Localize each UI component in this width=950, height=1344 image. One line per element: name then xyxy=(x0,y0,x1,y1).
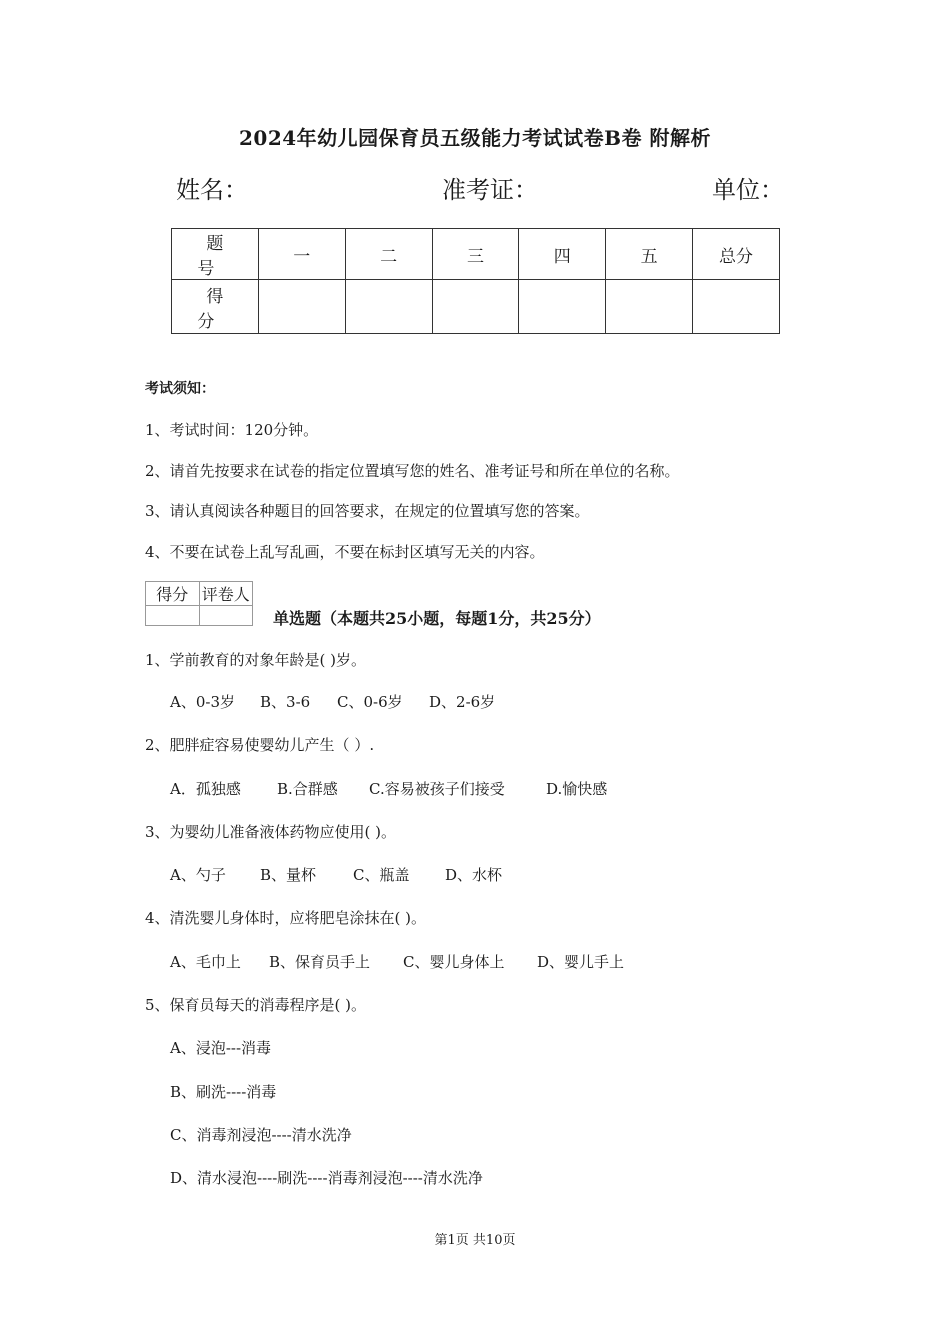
option-c[interactable]: C、瓶盖 xyxy=(353,866,410,884)
score-cell-5[interactable] xyxy=(606,280,693,334)
option-c[interactable]: C、婴儿身体上 xyxy=(403,953,505,971)
score-row-label: 得分 xyxy=(172,280,259,334)
question-number-label: 题号 xyxy=(172,229,259,280)
question-3: 3、为婴幼儿准备液体药物应使用( )。 xyxy=(145,823,397,841)
question-3-options xyxy=(170,864,502,885)
score-header-3: 三 xyxy=(432,229,519,280)
question-4-options xyxy=(170,951,624,972)
option-d[interactable]: D.愉快感 xyxy=(546,780,608,798)
score-cell-total[interactable] xyxy=(693,280,780,334)
score-header-4: 四 xyxy=(519,229,606,280)
score-table-header-row xyxy=(172,229,780,280)
score-header-2: 二 xyxy=(345,229,432,280)
grader-score-label: 得分 xyxy=(146,582,200,606)
option-a[interactable]: A、浸泡---消毒 xyxy=(170,1039,272,1057)
option-d[interactable]: D、2-6岁 xyxy=(429,693,496,711)
score-cell-1[interactable] xyxy=(258,280,345,334)
option-a[interactable]: A．孤独感 xyxy=(170,780,241,798)
question-1-options xyxy=(170,691,495,712)
option-a[interactable]: A、勺子 xyxy=(170,866,226,884)
score-table xyxy=(171,228,780,334)
option-b[interactable]: B、保育员手上 xyxy=(269,953,371,971)
question-2-options xyxy=(170,778,607,799)
score-header-5: 五 xyxy=(606,229,693,280)
question-5: 5、保育员每天的消毒程序是( )。 xyxy=(145,996,367,1014)
document-title: 2024年幼儿园保育员五级能力考试试卷B卷 附解析 xyxy=(238,126,712,150)
notice-item: 2、请首先按要求在试卷的指定位置填写您的姓名、准考证号和所在单位的名称。 xyxy=(145,462,680,480)
option-b[interactable]: B、3-6 xyxy=(260,693,311,711)
score-header-total: 总分 xyxy=(693,229,780,280)
option-d[interactable]: D、水杯 xyxy=(445,866,503,884)
option-a[interactable]: A、0-3岁 xyxy=(170,693,235,711)
question-4: 4、清洗婴儿身体时，应将肥皂涂抹在( )。 xyxy=(145,909,427,927)
option-d[interactable]: D、婴儿手上 xyxy=(537,953,625,971)
question-1: 1、学前教育的对象年龄是( )岁。 xyxy=(145,651,367,669)
option-a[interactable]: A、毛巾上 xyxy=(170,953,241,971)
name-label: 姓名： xyxy=(176,176,248,204)
section-title: 单选题（本题共25小题，每题1分，共25分） xyxy=(273,609,601,628)
page-footer: 第1页 共10页 xyxy=(434,1233,516,1248)
question-2: 2、肥胖症容易使婴幼儿产生（ ）. xyxy=(145,736,375,754)
grader-name-label: 评卷人 xyxy=(199,582,253,606)
option-b[interactable]: B、量杯 xyxy=(260,866,317,884)
exam-id-label: 准考证： xyxy=(442,176,538,204)
option-c[interactable]: C、0-6岁 xyxy=(337,693,403,711)
unit-label: 单位： xyxy=(712,176,784,204)
option-c[interactable]: C、消毒剂浸泡----清水洗净 xyxy=(170,1126,352,1144)
score-cell-4[interactable] xyxy=(519,280,606,334)
notice-item: 4、不要在试卷上乱写乱画，不要在标封区填写无关的内容。 xyxy=(145,543,545,561)
option-b[interactable]: B.合群感 xyxy=(277,780,338,798)
option-d[interactable]: D、清水浸泡----刷洗----消毒剂浸泡----清水洗净 xyxy=(170,1169,483,1187)
notice-heading: 考试须知： xyxy=(145,381,215,397)
score-cell-2[interactable] xyxy=(345,280,432,334)
option-b[interactable]: B、刷洗----消毒 xyxy=(170,1083,277,1101)
score-header-1: 一 xyxy=(258,229,345,280)
grader-name-cell[interactable] xyxy=(199,606,253,626)
grader-box xyxy=(145,581,253,626)
notice-item: 3、请认真阅读各种题目的回答要求，在规定的位置填写您的答案。 xyxy=(145,502,590,520)
notice-item: 1、考试时间：120分钟。 xyxy=(145,421,319,439)
score-table-score-row xyxy=(172,280,780,334)
grader-score-cell[interactable] xyxy=(146,606,200,626)
option-c[interactable]: C.容易被孩子们接受 xyxy=(369,780,505,798)
score-cell-3[interactable] xyxy=(432,280,519,334)
